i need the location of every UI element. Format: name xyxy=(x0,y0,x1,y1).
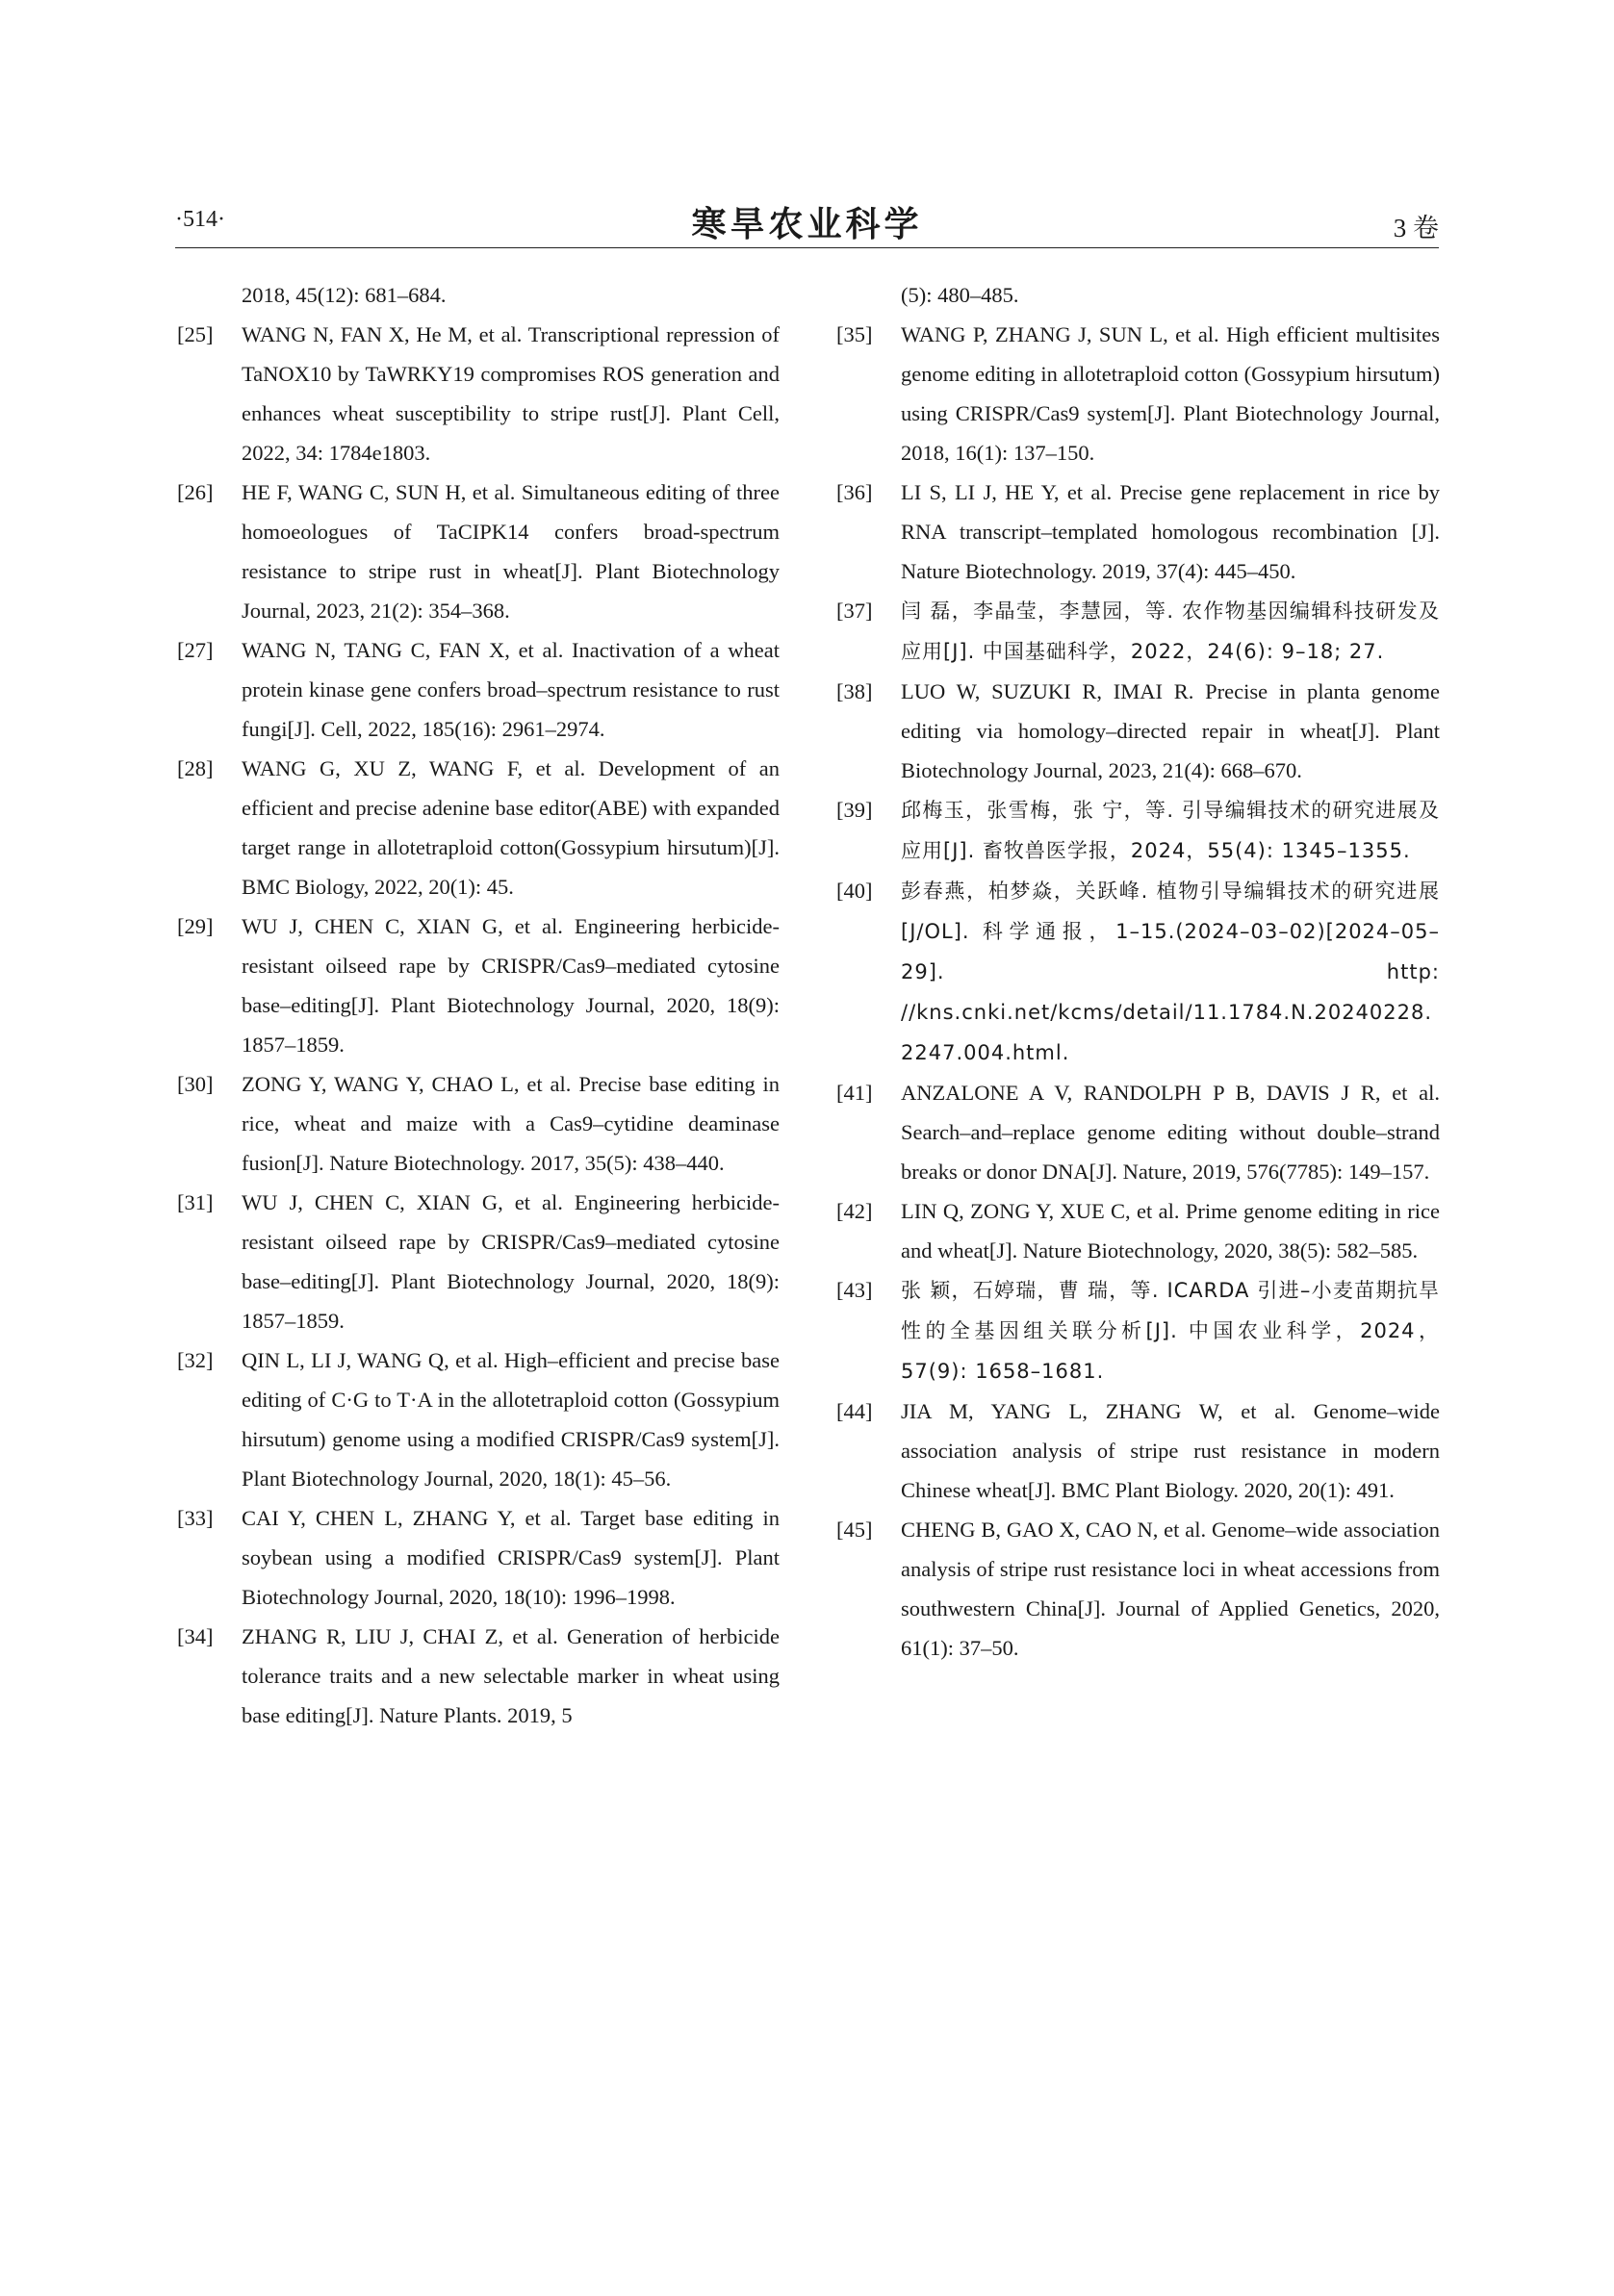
reference-item xyxy=(177,1617,780,1735)
reference-item xyxy=(836,1270,1440,1391)
reference-text: CHENG B, GAO X, CAO N, et al. Genome–wide association analysis of stripe rust resistance loci in wheat accessions from southwestern China[J]. Journal of Applied Genetics, 2020, 61(1): 37–50. xyxy=(901,1518,1440,1660)
reference-text: WANG G, XU Z, WANG F, et al. Development of an efficient and precise adenine base editor(ABE) with expanded target range in allotetraploid cotton(Gossypium hirsutum)[J]. BMC Biology, 2022, 20(1): 45. xyxy=(242,756,780,899)
reference-text: ZONG Y, WANG Y, CHAO L, et al. Precise base editing in rice, wheat and maize with a Cas9–cytidine deaminase fusion[J]. Nature Biotechnology. 2017, 35(5): 438–440. xyxy=(242,1072,780,1175)
reference-item xyxy=(836,871,1440,1073)
reference-item xyxy=(177,1064,780,1183)
reference-text: WU J, CHEN C, XIAN G, et al. Engineering herbicide-resistant oilseed rape by CRISPR/Cas9–mediated cytosine base–editing[J]. Plant Biotechnology Journal, 2020, 18(9): 1857–1859. xyxy=(242,1190,780,1333)
reference-item xyxy=(836,790,1440,871)
page-number: ·514· xyxy=(175,207,225,232)
reference-number: [34] xyxy=(177,1624,214,1648)
journal-title: 寒旱农业科学 xyxy=(691,204,923,244)
reference-text: LUO W, SUZUKI R, IMAI R. Precise in planta genome editing via homology–directed repair in wheat[J]. Plant Biotechnology Journal, 2023, 21(4): 668–670. xyxy=(901,679,1440,782)
reference-item xyxy=(177,1498,780,1617)
reference-continuation xyxy=(177,275,780,315)
header-rule xyxy=(175,247,1439,248)
reference-item xyxy=(836,315,1440,472)
reference-number: [38] xyxy=(836,679,873,703)
reference-number: [40] xyxy=(836,879,873,903)
reference-item xyxy=(177,749,780,906)
reference-item xyxy=(836,591,1440,672)
reference-item xyxy=(836,1073,1440,1191)
reference-text: JIA M, YANG L, ZHANG W, et al. Genome–wide association analysis of stripe rust resistance in modern Chinese wheat[J]. BMC Plant Biology. 2020, 20(1): 491. xyxy=(901,1399,1440,1502)
reference-text: 闫 磊，李晶莹，李慧园，等. 农作物基因编辑科技研发及应用[J]. 中国基础科学，2022，24(6): 9–18; 27. xyxy=(901,600,1440,663)
reference-number: [30] xyxy=(177,1072,214,1096)
reference-number: [44] xyxy=(836,1399,873,1423)
reference-item xyxy=(836,1391,1440,1510)
reference-number: [27] xyxy=(177,638,214,662)
reference-continuation xyxy=(836,275,1440,315)
reference-item xyxy=(177,472,780,630)
reference-text: 彭春燕，柏梦焱，关跃峰. 植物引导编辑技术的研究进展[J/OL]. 科学通报，1–15.(2024–03–02)[2024–05–29]. http: //kns.cnki.net/kcms/detail/11.1784.N.20240228.2247.004.html. xyxy=(901,880,1440,1064)
references-right-column xyxy=(836,275,1440,1668)
page-header xyxy=(175,197,1439,247)
reference-text: WANG P, ZHANG J, SUN L, et al. High efficient multisites genome editing in allotetraploid cotton (Gossypium hirsutum) using CRISPR/Cas9 system[J]. Plant Biotechnology Journal, 2018, 16(1): 137–150. xyxy=(901,322,1440,465)
reference-text: HE F, WANG C, SUN H, et al. Simultaneous editing of three homoeologues of TaCIPK14 confers broad-spectrum resistance to stripe rust in wheat[J]. Plant Biotechnology Journal, 2023, 21(2): 354–368. xyxy=(242,480,780,623)
reference-number: [41] xyxy=(836,1081,873,1105)
references-left-column xyxy=(177,275,780,1735)
reference-text: CAI Y, CHEN L, ZHANG Y, et al. Target base editing in soybean using a modified CRISPR/Cas9 system[J]. Plant Biotechnology Journal, 2020, 18(10): 1996–1998. xyxy=(242,1506,780,1609)
reference-item xyxy=(836,1510,1440,1668)
reference-number: [43] xyxy=(836,1278,873,1302)
reference-text: ZHANG R, LIU J, CHAI Z, et al. Generation of herbicide tolerance traits and a new selectable marker in wheat using base editing[J]. Nature Plants. 2019, 5 xyxy=(242,1624,780,1727)
reference-text: WU J, CHEN C, XIAN G, et al. Engineering herbicide-resistant oilseed rape by CRISPR/Cas9–mediated cytosine base–editing[J]. Plant Biotechnology Journal, 2020, 18(9): 1857–1859. xyxy=(242,914,780,1057)
reference-item xyxy=(836,672,1440,790)
reference-text: QIN L, LI J, WANG Q, et al. High–efficient and precise base editing of C·G to T·A in the allotetraploid cotton (Gossypium hirsutum) genome using a modified CRISPR/Cas9 system[J]. Plant Biotechnology Journal, 2020, 18(1): 45–56. xyxy=(242,1348,780,1491)
reference-text: WANG N, TANG C, FAN X, et al. Inactivation of a wheat protein kinase gene confers broad–spectrum resistance to rust fungi[J]. Cell, 2022, 185(16): 2961–2974. xyxy=(242,638,780,741)
reference-item xyxy=(836,472,1440,591)
reference-number: [36] xyxy=(836,480,873,504)
reference-text: 2018, 45(12): 681–684. xyxy=(242,283,447,307)
reference-number: [39] xyxy=(836,798,873,822)
volume-label: 3 卷 xyxy=(1393,214,1439,242)
reference-text: 张 颖，石婷瑞，曹 瑞，等. ICARDA 引进–小麦苗期抗旱性的全基因组关联分析[J]. 中国农业科学，2024，57(9): 1658–1681. xyxy=(901,1279,1440,1383)
reference-number: [26] xyxy=(177,480,214,504)
reference-number: [33] xyxy=(177,1506,214,1530)
reference-text: LIN Q, ZONG Y, XUE C, et al. Prime genome editing in rice and wheat[J]. Nature Biotechnology, 2020, 38(5): 582–585. xyxy=(901,1199,1440,1263)
reference-item xyxy=(177,630,780,749)
reference-number: [35] xyxy=(836,322,873,346)
reference-text: WANG N, FAN X, He M, et al. Transcriptional repression of TaNOX10 by TaWRKY19 compromises ROS generation and enhances wheat susceptibility to stripe rust[J]. Plant Cell, 2022, 34: 1784e1803. xyxy=(242,322,780,465)
reference-item xyxy=(177,1183,780,1340)
reference-item xyxy=(177,1340,780,1498)
reference-number: [31] xyxy=(177,1190,214,1214)
reference-number: [28] xyxy=(177,756,214,780)
reference-item xyxy=(177,906,780,1064)
reference-number: [42] xyxy=(836,1199,873,1223)
reference-text: 邱梅玉，张雪梅，张 宁，等. 引导编辑技术的研究进展及应用[J]. 畜牧兽医学报，2024，55(4): 1345–1355. xyxy=(901,799,1440,862)
reference-number: [25] xyxy=(177,322,214,346)
reference-number: [37] xyxy=(836,599,873,623)
reference-number: [32] xyxy=(177,1348,214,1372)
reference-item xyxy=(177,315,780,472)
reference-item xyxy=(836,1191,1440,1270)
reference-number: [29] xyxy=(177,914,214,938)
reference-text: LI S, LI J, HE Y, et al. Precise gene replacement in rice by RNA transcript–templated homologous recombination [J]. Nature Biotechnology. 2019, 37(4): 445–450. xyxy=(901,480,1440,583)
reference-text: ANZALONE A V, RANDOLPH P B, DAVIS J R, et al. Search–and–replace genome editing without double–strand breaks or donor DNA[J]. Nature, 2019, 576(7785): 149–157. xyxy=(901,1081,1440,1184)
reference-number: [45] xyxy=(836,1518,873,1542)
reference-text: (5): 480–485. xyxy=(901,283,1019,307)
